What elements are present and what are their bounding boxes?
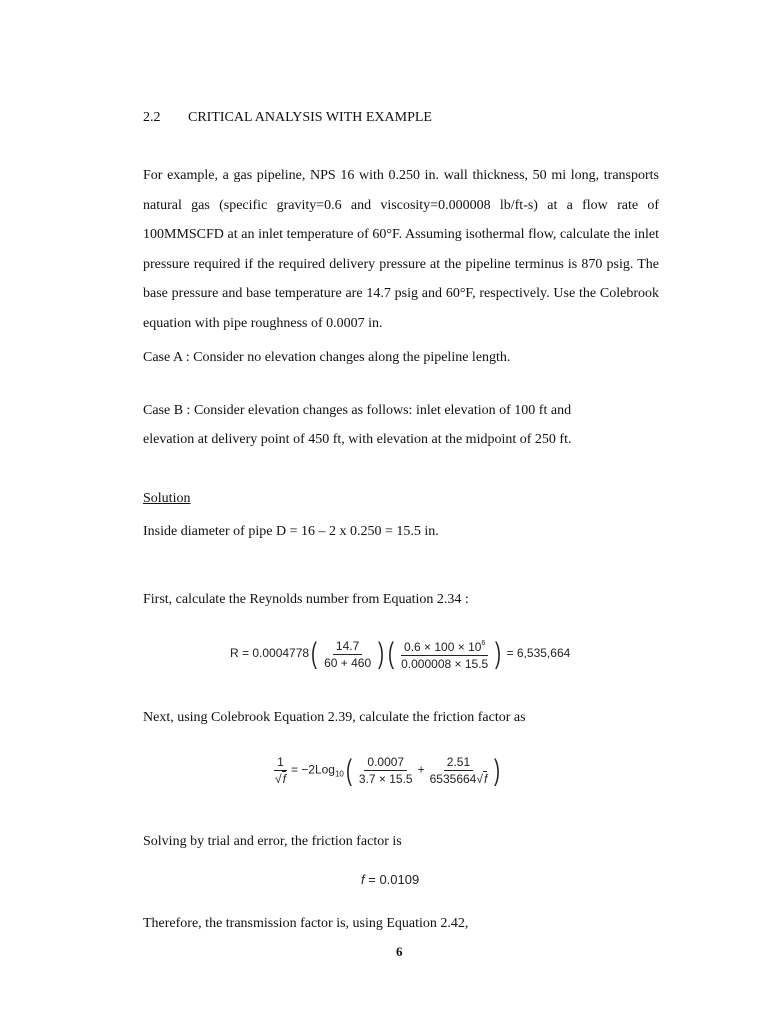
colebrook-intro: Next, using Colebrook Equation 2.39, calculate the friction factor as [143, 710, 526, 725]
case-b-line-2: elevation at delivery point of 450 ft, with elevation at the midpoint of 250 ft. [143, 432, 572, 447]
friction-result: f = 0.0109 [361, 872, 420, 887]
flow-fraction: $\frac{0.6 \times 100 \times 10^6}{0.000008 \times 15.5}$ [398, 637, 491, 671]
solution-heading: Solution [143, 491, 191, 506]
section-heading [143, 110, 432, 126]
case-b-line-1: Case B : Consider elevation changes as follows: inlet elevation of 100 ft and [143, 403, 572, 418]
reynolds-lhs: R = 0.0004778 [230, 646, 310, 661]
reynolds-term: $\frac{2.51}{6535664√f}$ [429, 755, 488, 786]
section-title: CRITICAL ANALYSIS WITH EXAMPLE [188, 110, 432, 125]
diameter-text: Inside diameter of pipe D = 16 – 2 x 0.250 = 15.5 in. [143, 524, 439, 539]
reynolds-intro: First, calculate the Reynolds number from Equation 2.34 : [143, 592, 469, 607]
case-a-text: Case A : Consider no elevation changes along the pipeline length. [143, 350, 511, 365]
reynolds-result: = 6,535,664 [506, 646, 571, 661]
problem-paragraph: For example, a gas pipeline, NPS 16 with 0.250 in. wall thickness, 50 mi long, transports natural gas (specific gravity=0.6 and viscosity=0.000008 lb/ft-s) at a flow rate of 100MMSCFD at an inlet temperature of 60°F. Assuming isothermal flow, calculate the inlet pressure required if the required delivery pressure at the pipeline terminus is 870 psig. The base pressure and base temperature are 14.7 psig and 60°F, respectively. Use the Colebrook equation with pipe roughness of 0.0007 in. [143, 168, 659, 331]
trial-text: Solving by trial and error, the friction factor is [143, 834, 402, 849]
inverse-sqrt-f: $\frac{1}{√f}$ [275, 755, 286, 786]
reynolds-equation: R = 0.0004778( $\frac{14.7}{60 + 460}$ ) ( $\frac{0.6 \times 100 \times 10^6}{0.000008 \times 15.5}$ ) = 6,535,664 [230, 637, 571, 671]
transmission-text: Therefore, the transmission factor is, using Equation 2.42, [143, 916, 469, 931]
temperature-fraction: $\frac{14.7}{60 + 460}$ [324, 638, 372, 670]
section-number: 2.2 [143, 110, 161, 125]
colebrook-equation: $\frac{1}{√f}$ = −2Log$_{10}$( $\frac{0.0007}{3.7 \times 15.5}$ + $\frac{2.51}{6535664√f}$ ) [270, 755, 502, 786]
roughness-term: $\frac{0.0007}{3.7 \times 15.5}$ [358, 755, 413, 786]
page-number: 6 [396, 944, 403, 959]
